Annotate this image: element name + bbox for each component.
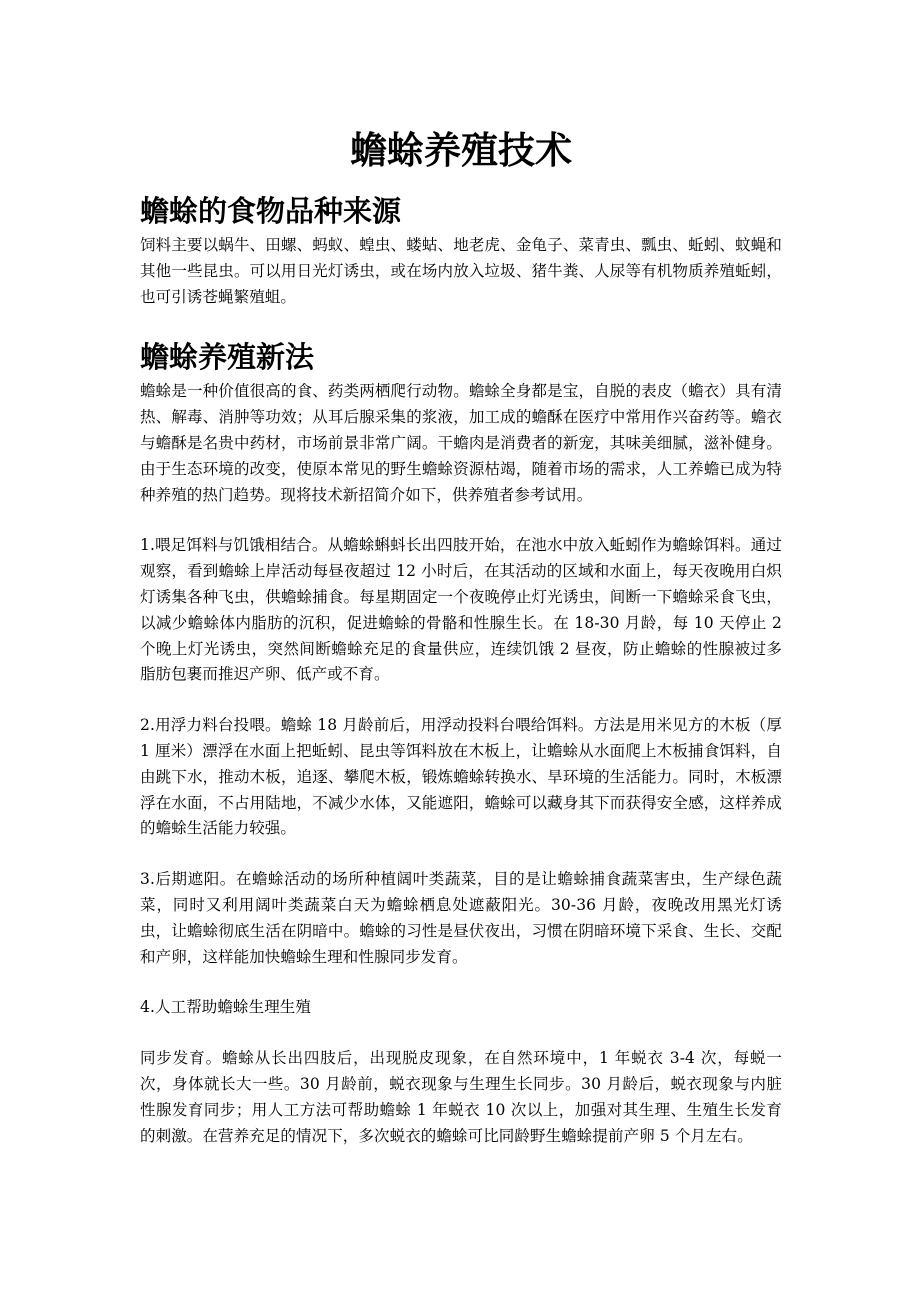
paragraph-intro: 蟾蜍是一种价值很高的食、药类两栖爬行动物。蟾蜍全身都是宝，自脱的表皮（蟾衣）具有清热、解毒、消肿等功效；从耳后腺采集的浆液，加工成的蟾酥在医疗中常用作兴奋药等。蟾衣与蟾酥是名贵中药材，市场前景非常广阔。干蟾肉是消费者的新宠，其味美细腻，滋补健身。由于生态环境的改变，使原本常见的野生蟾蜍资源枯竭，随着市场的需求，人工养蟾已成为特种养殖的热门趋势。现将技术新招简介如下，供养殖者参考试用。 (140, 382, 782, 504)
section-heading-new-methods: 蟾蜍养殖新法 (140, 340, 315, 375)
paragraph-method-4-body: 同步发育。蟾蜍从长出四肢后，出现脱皮现象，在自然环境中，1 年蜕衣 3-4 次，每蜕一次，身体就长大一些。30 月龄前，蜕衣现象与生理生长同步。30 月龄后，蜕衣现象与内脏性腺发育同步；用人工方法可帮助蟾蜍 1 年蜕衣 10 次以上，加强对其生理、生殖生长发育的刺激。在营养充足的情况下，多次蜕衣的蟾蜍可比同龄野生蟾蜍提前产卵 5 个月左右。 (140, 1049, 782, 1145)
paragraph-food-sources: 饲料主要以蜗牛、田螺、蚂蚁、蝗虫、蝼蛄、地老虎、金龟子、菜青虫、瓢虫、蚯蚓、蚊蝇和其他一些昆虫。可以用日光灯诱虫，或在场内放入垃圾、猪牛粪、人尿等有机物质养殖蚯蚓，也可引诱苍蝇繁殖蛆。 (140, 236, 782, 306)
paragraph-method-4-heading: 4.人工帮助蟾蜍生理生殖 (140, 998, 311, 1017)
paragraph-method-3: 3.后期遮阳。在蟾蜍活动的场所种植阔叶类蔬菜，目的是让蟾蜍捕食蔬菜害虫，生产绿色蔬菜，同时又利用阔叶类蔬菜白天为蟾蜍栖息处遮蔽阳光。30-36 月龄，夜晚改用黑光灯诱虫，让蟾蜍彻底生活在阴暗中。蟾蜍的习性是昼伏夜出，习惯在阴暗环境下采食、生长、交配和产卵，这样能加快蟾蜍生理和性腺同步发育。 (140, 870, 782, 966)
document-page (140, 118, 782, 1149)
document-title: 蟾蜍养殖技术 (350, 128, 572, 172)
paragraph-method-1: 1.喂足饵料与饥饿相结合。从蟾蜍蝌蚪长出四肢开始，在池水中放入蚯蚓作为蟾蜍饵料。通过观察，看到蟾蜍上岸活动每昼夜超过 12 小时后，在其活动的区域和水面上，每天夜晚用白炽灯诱集各种飞虫，供蟾蜍捕食。每星期固定一个夜晚停止灯光诱虫，间断一下蟾蜍采食飞虫，以减少蟾蜍体内脂肪的沉积，促进蟾蜍的骨骼和性腺生长。在 18-30 月龄，每 10 天停止 2 个晚上灯光诱虫，突然间断蟾蜍充足的食量供应，连续饥饿 2 昼夜，防止蟾蜍的性腺被过多脂肪包裹而推迟产卵、低产或不育。 (140, 536, 782, 684)
paragraph-method-2: 2.用浮力料台投喂。蟾蜍 18 月龄前后，用浮动投料台喂给饵料。方法是用米见方的木板（厚 1 厘米）漂浮在水面上把蚯蚓、昆虫等饵料放在木板上，让蟾蜍从水面爬上木板捕食饵料，自由跳下水，推动木板，追逐、攀爬木板，锻炼蟾蜍转换水、旱环境的生活能力。同时，木板漂浮在水面，不占用陆地，不减少水体，又能遮阳，蟾蜍可以藏身其下而获得安全感，这样养成的蟾蜍生活能力较强。 (140, 716, 782, 838)
section-heading-food-sources: 蟾蜍的食物品种来源 (140, 194, 402, 228)
